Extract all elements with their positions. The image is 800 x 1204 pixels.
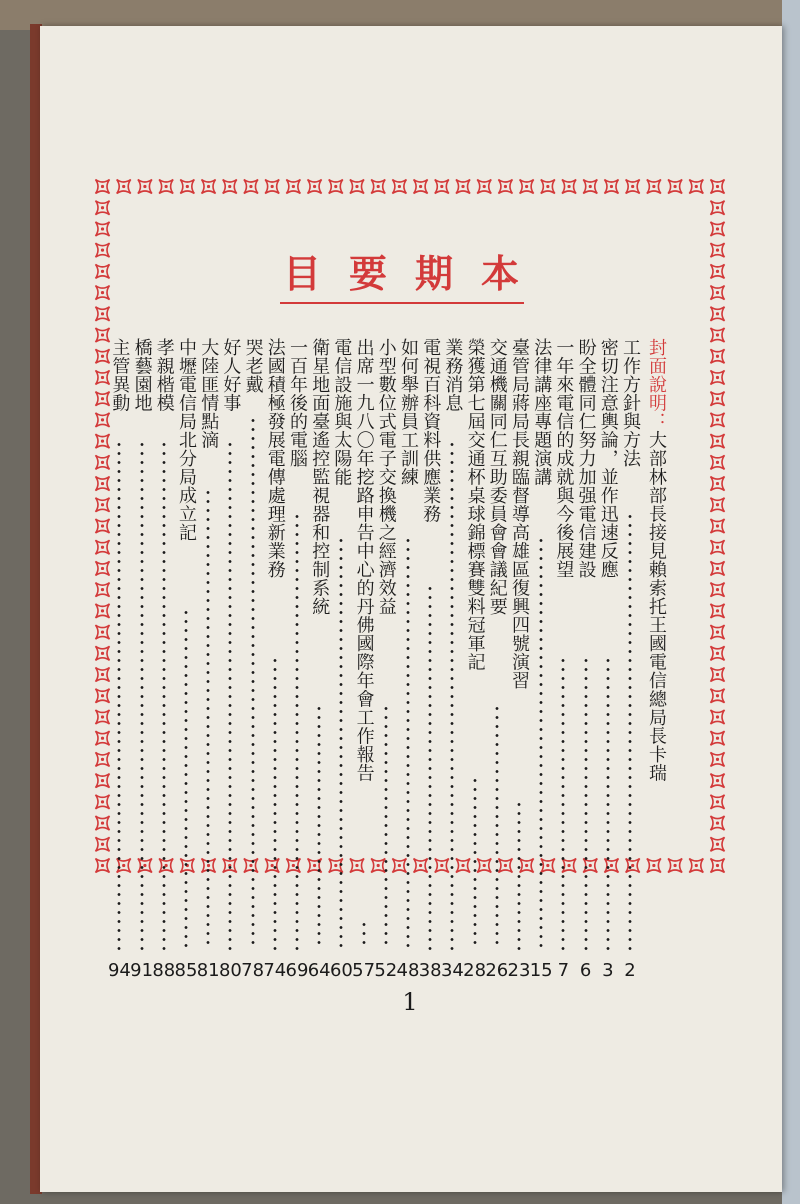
border-ornament: [711, 816, 725, 830]
toc-entry-title: 一百年後的電腦: [287, 338, 308, 468]
border-ornament: [711, 604, 725, 618]
border-ornament: [711, 774, 725, 788]
border-ornament: [541, 180, 555, 194]
dot-leader: [584, 656, 588, 950]
border-ornament: [96, 519, 110, 533]
dot-leader: [406, 536, 410, 950]
border-ornament: [626, 180, 640, 194]
border-ornament: [96, 307, 110, 321]
dot-leader: [295, 512, 299, 950]
border-ornament: [689, 859, 703, 873]
dot-leader: [251, 416, 255, 950]
border-ornament: [138, 180, 152, 194]
border-ornament: [286, 180, 300, 194]
toc-entry-page: 91: [130, 960, 154, 981]
toc-entry-page: 88: [152, 960, 176, 981]
toc-entry-page: 28: [463, 960, 487, 981]
border-ornament: [711, 519, 725, 533]
border-ornament: [180, 180, 194, 194]
border-ornament: [647, 859, 661, 873]
toc-entry-page: 52: [374, 960, 398, 981]
toc-entry-page: 60: [329, 960, 353, 981]
border-ornament: [711, 392, 725, 406]
border-ornament: [711, 689, 725, 703]
dot-leader: [184, 608, 188, 950]
toc-entry-title: 出席一九八〇年挖路申告中心的丹佛國際年會工作報告: [353, 338, 375, 782]
toc-entry-title: 密切注意輿論，並作迅速反應: [597, 338, 619, 579]
border-ornament: [711, 201, 725, 215]
border-ornament: [456, 180, 470, 194]
border-ornament: [711, 731, 725, 745]
border-ornament: [711, 752, 725, 766]
cover-note-label: 封面說明：: [646, 338, 667, 431]
toc-entry-title: 業務消息: [442, 338, 464, 412]
border-ornament: [96, 837, 110, 851]
border-ornament: [711, 455, 725, 469]
border-ornament: [711, 837, 725, 851]
title-char: 本: [480, 251, 519, 296]
dot-leader: [539, 536, 543, 950]
toc-entry-page: 85: [174, 960, 198, 981]
border-ornament: [711, 540, 725, 554]
border-ornament: [435, 859, 449, 873]
toc-entry-title: 中壢電信局北分局成立記: [176, 338, 197, 542]
border-ornament: [711, 180, 725, 194]
border-ornament: [392, 180, 406, 194]
border-ornament: [711, 222, 725, 236]
toc-entry-title: 孝親楷模: [153, 338, 175, 412]
border-ornament: [96, 668, 110, 682]
toc-entry-page: 34: [440, 960, 464, 981]
border-ornament: [308, 180, 322, 194]
toc-entry-page: 15: [529, 960, 553, 981]
toc-entry-title: 大陸匪情點滴: [198, 338, 220, 449]
toc-entry-page: 74: [263, 960, 287, 981]
border-ornament: [435, 180, 449, 194]
border-ornament: [711, 349, 725, 363]
toc-entry-page: 2: [624, 960, 636, 981]
border-ornament: [96, 413, 110, 427]
dot-leader: [561, 656, 565, 950]
dot-leader: [140, 440, 144, 950]
border-ornament: [711, 328, 725, 342]
border-ornament: [647, 180, 661, 194]
border-ornament: [477, 859, 491, 873]
border-ornament: [159, 180, 173, 194]
toc-entry-page: 94: [107, 960, 131, 981]
dot-leader: [473, 776, 477, 950]
border-ornament: [711, 561, 725, 575]
border-ornament: [711, 264, 725, 278]
border-ornament: [711, 625, 725, 639]
dot-leader: [384, 704, 388, 950]
border-ornament: [711, 710, 725, 724]
dot-leader: [228, 440, 232, 950]
border-ornament: [562, 180, 576, 194]
toc-entry-title: 如何舉辦員工訓練: [398, 338, 419, 486]
title-char: 要: [348, 251, 387, 296]
border-ornament: [498, 180, 512, 194]
toc-entry-title: 交通機關同仁互助委員會會議紀要: [486, 338, 508, 616]
border-ornament: [350, 859, 364, 873]
border-ornament: [711, 859, 725, 873]
border-ornament: [96, 731, 110, 745]
border-ornament: [371, 180, 385, 194]
toc-entry-title: 榮獲第七屆交通杯桌球錦標賽雙料冠軍記: [464, 338, 486, 671]
border-ornament: [711, 243, 725, 257]
border-ornament: [456, 859, 470, 873]
border-ornament: [96, 222, 110, 236]
border-ornament: [414, 180, 428, 194]
toc-entry-title: 電信設施與太陽能: [331, 338, 353, 486]
border-ornament: [689, 180, 703, 194]
cover-note: [644, 338, 668, 782]
toc-entry-title: 橋藝園地: [131, 338, 153, 412]
toc-entry-page: 23: [507, 960, 531, 981]
dot-leader: [450, 440, 454, 950]
toc-entry-page: 3: [602, 960, 614, 981]
title-char: 目: [282, 251, 321, 296]
cover-note-text: 大部林部長接見賴索托王國電信總局長卡瑞: [646, 430, 667, 782]
border-ornament: [711, 583, 725, 597]
border-ornament: [583, 180, 597, 194]
border-ornament: [711, 795, 725, 809]
border-ornament: [711, 307, 725, 321]
toc-entry-title: 法國積極發展電傳處理新業務: [264, 338, 286, 579]
dot-leader: [495, 704, 499, 950]
dot-leader: [206, 488, 210, 950]
dot-leader: [362, 920, 366, 950]
border-ornament: [711, 370, 725, 384]
border-ornament: [96, 689, 110, 703]
border-ornament: [711, 646, 725, 660]
border-ornament: [117, 180, 131, 194]
toc-entry-title: 電視百科資料供應業務: [420, 338, 442, 523]
border-ornament: [96, 816, 110, 830]
border-ornament: [244, 180, 258, 194]
border-ornament: [96, 477, 110, 491]
toc-entry-page: 48: [396, 960, 420, 981]
border-ornament: [711, 434, 725, 448]
border-ornament: [96, 286, 110, 300]
document-page: [40, 26, 782, 1192]
border-ornament: [96, 243, 110, 257]
toc-entry-page: 26: [485, 960, 509, 981]
dot-leader: [606, 656, 610, 950]
title-underline: [280, 302, 524, 304]
toc-entry-page: 6: [579, 960, 592, 981]
border-ornament: [329, 180, 343, 194]
border-ornament: [668, 859, 682, 873]
border-ornament: [96, 710, 110, 724]
dot-leader: [273, 656, 277, 950]
border-ornament: [477, 180, 491, 194]
border-ornament: [96, 795, 110, 809]
dot-leader: [628, 512, 632, 950]
toc-entry-page: 38: [418, 960, 442, 981]
border-ornament: [96, 455, 110, 469]
border-ornament: [96, 434, 110, 448]
toc-entry-title: 工作方針與方法: [620, 338, 641, 468]
border-ornament: [96, 859, 110, 873]
border-ornament: [711, 498, 725, 512]
toc-entry-title: 一年來電信的成就與今後展望: [553, 338, 575, 579]
adjacent-page-edge: [782, 0, 800, 1204]
border-ornament: [350, 180, 364, 194]
border-ornament: [604, 180, 618, 194]
border-ornament: [498, 859, 512, 873]
border-ornament: [96, 180, 110, 194]
border-ornament: [96, 752, 110, 766]
dot-leader: [428, 584, 432, 950]
toc-entry-title: 法律講座專題演講: [531, 338, 553, 486]
border-ornament: [96, 774, 110, 788]
border-ornament: [711, 477, 725, 491]
toc-entry-page: 69: [285, 960, 309, 981]
border-ornament: [711, 668, 725, 682]
border-ornament: [668, 180, 682, 194]
dot-leader: [162, 440, 166, 950]
title-char: 期: [414, 251, 453, 296]
border-ornament: [520, 859, 534, 873]
toc-entry-page: 80: [218, 960, 242, 981]
dot-leader: [339, 536, 343, 950]
border-ornament: [96, 201, 110, 215]
border-ornament: [96, 498, 110, 512]
dot-leader: [317, 704, 321, 950]
page-title: [280, 248, 524, 308]
toc-entry-title: 衛星地面臺遙控監視器和控制系統: [309, 338, 331, 616]
toc-entry-page: 81: [196, 960, 220, 981]
border-ornament: [520, 180, 534, 194]
toc-entry-page: 64: [307, 960, 331, 981]
dot-leader: [517, 800, 521, 950]
toc-entry-title: 哭老戴: [242, 338, 264, 394]
toc-entry-page: 57: [352, 960, 376, 981]
page-number: 1: [402, 988, 418, 1016]
border-ornament: [96, 625, 110, 639]
border-ornament: [711, 286, 725, 300]
toc-entry-title: 臺管局蔣局長親臨督導高雄區復興四號演習: [509, 338, 530, 690]
toc-entry-page: 78: [241, 960, 265, 981]
toc-entry-page: 7: [557, 960, 570, 981]
border-ornament: [711, 413, 725, 427]
border-ornament: [96, 583, 110, 597]
border-ornament: [96, 561, 110, 575]
toc-entry-title: 盼全體同仁努力加强電信建設: [575, 338, 597, 579]
border-ornament: [96, 604, 110, 618]
border-ornament: [96, 264, 110, 278]
border-ornament: [96, 646, 110, 660]
toc-entry-title: 主管異動: [109, 338, 131, 412]
toc-entry-title: 小型數位式電子交換機之經濟效益: [375, 338, 397, 616]
border-ornament: [223, 180, 237, 194]
border-ornament: [414, 859, 428, 873]
dot-leader: [117, 440, 121, 950]
border-ornament: [265, 180, 279, 194]
border-ornament: [392, 859, 406, 873]
toc-entry-title: 好人好事: [220, 338, 242, 412]
border-ornament: [202, 180, 216, 194]
border-ornament: [96, 540, 110, 554]
